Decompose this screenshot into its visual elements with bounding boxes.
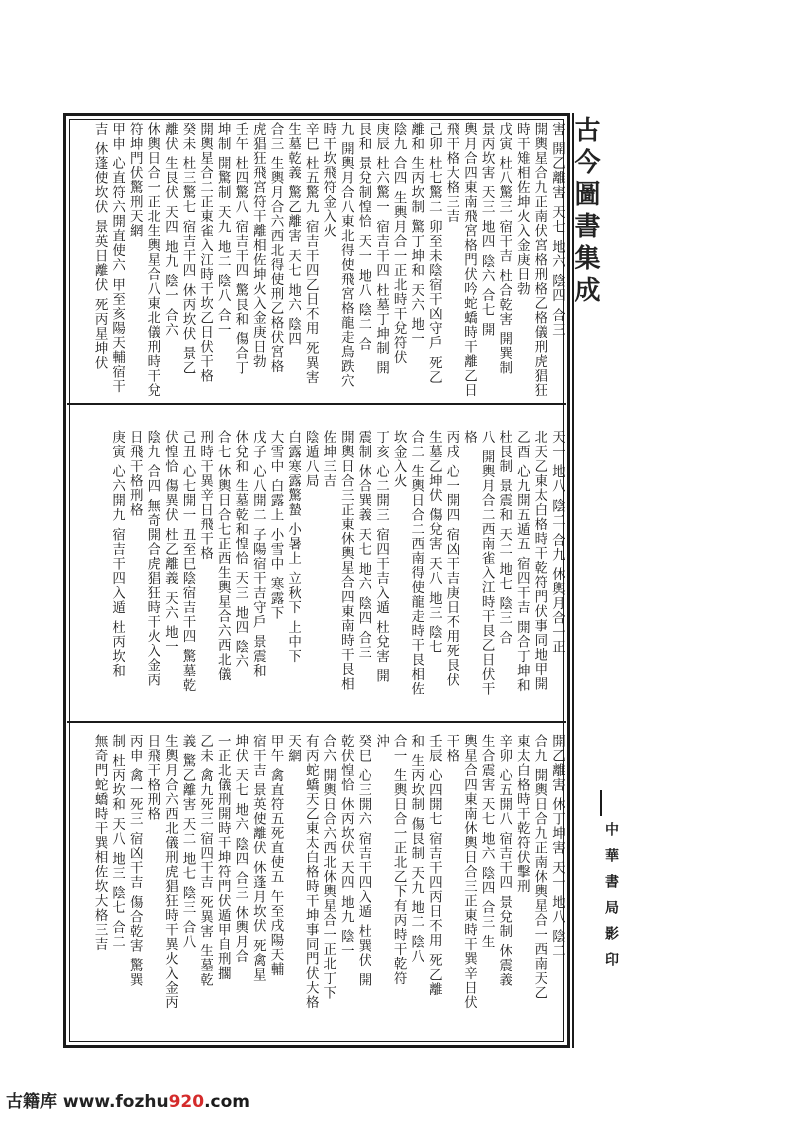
text-column: 有丙蛇蟜天乙東太白格時干坤事同門伏大格 xyxy=(302,734,319,1010)
text-column: 甲申 心直符六開直使六 甲至亥陽天輔宿干 xyxy=(109,122,126,394)
text-column: 宿干吉 景英使離伏 休蓬月坎伏 死禽星 xyxy=(249,734,266,982)
register-divider xyxy=(67,721,566,723)
text-column: 艮和 景兌制惶恰 天一 地八 陰二 合 xyxy=(355,122,372,352)
text-column: 符坤門伏驚刑天網 xyxy=(126,122,143,238)
text-column: 天一 地八 陰二 合九 休輿月合一正 xyxy=(549,430,565,655)
text-column: 生輿月合六西北儀刑虎猖狂時干異火入金丙 xyxy=(161,734,178,1010)
text-column: 和 生丙坎制 傷艮制 天九 地二 陰八 xyxy=(408,734,425,964)
text-register-bottom xyxy=(70,734,565,1036)
text-column: 陰九 合四 生輿月合一正北時干兌符伏 xyxy=(390,122,407,365)
text-column: 合一 生輿日合一正北乙下有丙時干乾符 xyxy=(390,734,407,986)
text-column: 白露寒露驚蟄 小暑上 立秋下 上中下 xyxy=(285,430,302,664)
text-column: 景丙坎害 天三 地四 陰六 合七 開 xyxy=(478,122,495,337)
text-column: 坎金入火 xyxy=(390,430,407,488)
text-column: 開乙離害 休丁坤害 天一 地八 陰二 xyxy=(549,734,565,959)
text-column: 丙戌 心一開四 宿凶干吉庚日不用死艮伏 xyxy=(443,430,460,688)
text-column: 壬辰 心四開七 宿吉干四丙日不用 死乙離 xyxy=(425,734,442,997)
text-column: 合二 生輿日合二西南得使龍走時干艮相佐 xyxy=(408,430,425,697)
text-column: 己卯 杜七驚二 卯至未陰宿干凶守戶 死乙 xyxy=(425,122,442,385)
text-column: 合三 生輿月合六西北得使刑乙格伏宮格 xyxy=(267,122,284,374)
text-column: 日飛干格刑格 xyxy=(144,734,161,821)
text-column: 義 驚乙離害 天二 地七 陰三 合八 xyxy=(179,734,196,949)
text-column: 時干雉相佐坤火入金庚日勃 xyxy=(513,122,530,296)
text-column: 格 xyxy=(461,430,478,445)
side-rule xyxy=(600,790,602,816)
text-column: 乾伏惶恰 休丙坎伏 天四 地九 陰一 xyxy=(337,734,354,959)
text-column: 大雪中 白露上 小雪中 寒露下 xyxy=(267,430,284,620)
text-column: 北天乙東太白格時干乾符門伏事同地甲開 xyxy=(531,430,548,691)
text-column: 辛巳 杜五驚九 宿吉干四乙日不用 死異害 xyxy=(302,122,319,385)
text-column: 戊寅 杜八驚三 宿干吉 杜合乾害 開巽制 xyxy=(496,122,513,376)
text-column: 合六 開輿日合六西北休輿星合一正北丁下 xyxy=(320,734,337,1001)
text-column: 九 開輿月合八東北得使飛宮格龍走鳥跌穴 xyxy=(337,122,354,389)
text-column: 生墓乙坤伏 傷兌害 天八 地三 陰七 xyxy=(425,430,442,655)
text-column: 輿月合四東南飛宮格門伏吟蛇蟜時干離乙日 xyxy=(461,122,478,398)
text-column: 生合震害 天七 地六 陰四 合三 生 xyxy=(478,734,495,949)
text-column: 離和 生丙坎制 驚丁坤和 天六 地一 xyxy=(408,122,425,347)
text-column: 庚寅 心六開九 宿吉干四入遁 杜丙坎和 xyxy=(109,430,126,678)
text-column: 休兌和 生墓乾和惶恰 天三 地四 陰六 xyxy=(232,430,249,669)
text-column: 丁亥 心二開三 宿四干吉入遁 杜兌害 開 xyxy=(373,430,390,684)
text-column: 陰九 合四 無奇開合虎猖狂時干火入金丙 xyxy=(144,430,161,688)
text-column: 震制 休合巽義 天七 地六 陰四 合三 xyxy=(355,430,372,660)
text-column: 合七 休輿日合七正西生輿星合六西北儀 xyxy=(214,430,231,682)
text-column: 癸巳 心三開六 宿吉干四入遁 杜巽伏 開 xyxy=(355,734,372,988)
text-column: 生墓乾義 驚乙離害 天七 地六 陰四 xyxy=(285,122,302,347)
text-column: 休輿日合一正北生輿星合八東北儀刑時干兌 xyxy=(144,122,161,398)
text-column: 丙申 禽一死三 宿凶干吉 傷合乾害 驚巽 xyxy=(126,734,143,988)
text-column: 杜艮制 景震和 天二 地七 陰三 合 xyxy=(496,430,513,645)
text-column: 害 開乙離害 天七 地六 陰四 合三 xyxy=(549,122,565,337)
book-title: 古今圖書集成 xyxy=(570,116,600,308)
text-column: 壬午 杜四驚八 宿吉干四 驚艮和 傷合丁 xyxy=(232,122,249,376)
text-column: 制 杜丙坎和 天八 地三 陰七 合二 xyxy=(109,734,126,949)
text-register-top xyxy=(70,122,565,399)
text-column: 八 開輿月合二西南雀入江時干艮乙日伏干 xyxy=(478,430,495,697)
text-column: 合九 開輿日合九正南休輿星合一西南天乙 xyxy=(531,734,548,1001)
text-column: 虎猖狂飛宮符干離相佐坤火入金庚日勃 xyxy=(249,122,266,369)
text-column: 坤制 開驚制 天九 地二 陰八 合一 xyxy=(214,122,231,337)
text-column: 陰遁八局 xyxy=(302,430,319,488)
text-column: 輿星合四東南休輿日合三正東時干巽辛日伏 xyxy=(461,734,478,1010)
text-column: 伏惶恰 傷異伏 杜乙離義 天六 地一 xyxy=(161,430,178,655)
watermark-number: 920 xyxy=(168,1092,205,1112)
text-column: 癸未 杜三驚七 宿吉干四 休丙坎伏 景乙 xyxy=(179,122,196,376)
text-column: 戊子 心八開二 子陽宿干吉守戶 景震和 xyxy=(249,430,266,678)
text-column: 辛卯 心五開八 宿吉干四 景兌制 休震義 xyxy=(496,734,513,988)
text-column: 沖 xyxy=(373,734,390,749)
text-column: 干格 xyxy=(443,734,460,763)
site-watermark xyxy=(6,1087,250,1112)
text-column: 天網 xyxy=(285,734,302,763)
text-column: 開輿日合三正東休輿星合四東南時干艮相 xyxy=(337,430,354,691)
text-column: 一正北儀刑開時干坤符門伏遁甲自刑擱 xyxy=(214,734,231,981)
publisher-imprint: 中華書局影印 xyxy=(603,822,619,978)
text-column: 己丑 心七開一 丑至巳陰宿吉干四 驚墓乾 xyxy=(179,430,196,693)
watermark-suffix: .com xyxy=(204,1092,251,1112)
text-column: 無奇門蛇蟜時干巽相佐坎大格三吉 xyxy=(91,734,108,952)
text-column: 開輿星合九正南伏宮格刑格乙格儀刑虎猖狂 xyxy=(531,122,548,398)
register-divider xyxy=(67,403,566,405)
text-column: 東太白格時干乾符伏擊刑 xyxy=(513,734,530,894)
watermark-prefix: 古籍库 www.fozhu xyxy=(6,1092,169,1112)
text-column: 坤伏 天七 地六 陰四 合三 休輿月合 xyxy=(232,734,249,964)
text-column: 日飛干格刑格 xyxy=(126,430,143,517)
text-column: 飛干格大格三吉 xyxy=(443,122,460,224)
text-column: 庚辰 杜六驚一 宿吉干四 杜墓丁坤制 開 xyxy=(373,122,390,376)
text-column: 甲午 禽直符五死直使五 午至戌陽天輔 xyxy=(267,734,284,977)
text-column: 吉 休蓬使坎伏 景英日離伏 死丙星坤伏 xyxy=(91,122,108,370)
text-register-middle xyxy=(70,430,565,717)
text-column: 乙酉 心九開五遁五 宿四干吉 開合丁坤和 xyxy=(513,430,530,693)
text-column: 乙未 禽九死三 宿四干吉 死異害 生墓乾 xyxy=(197,734,214,988)
text-column: 時干坎飛符金入火 xyxy=(320,122,337,238)
text-column: 佐坤三吉 xyxy=(320,430,337,488)
text-column: 開輿星合二正東雀入江時干坎乙日伏干格 xyxy=(197,122,214,383)
text-column: 離伏 生艮伏 天四 地九 陰一 合六 xyxy=(161,122,178,337)
text-column: 刑時干異辛日飛干格 xyxy=(197,430,214,561)
